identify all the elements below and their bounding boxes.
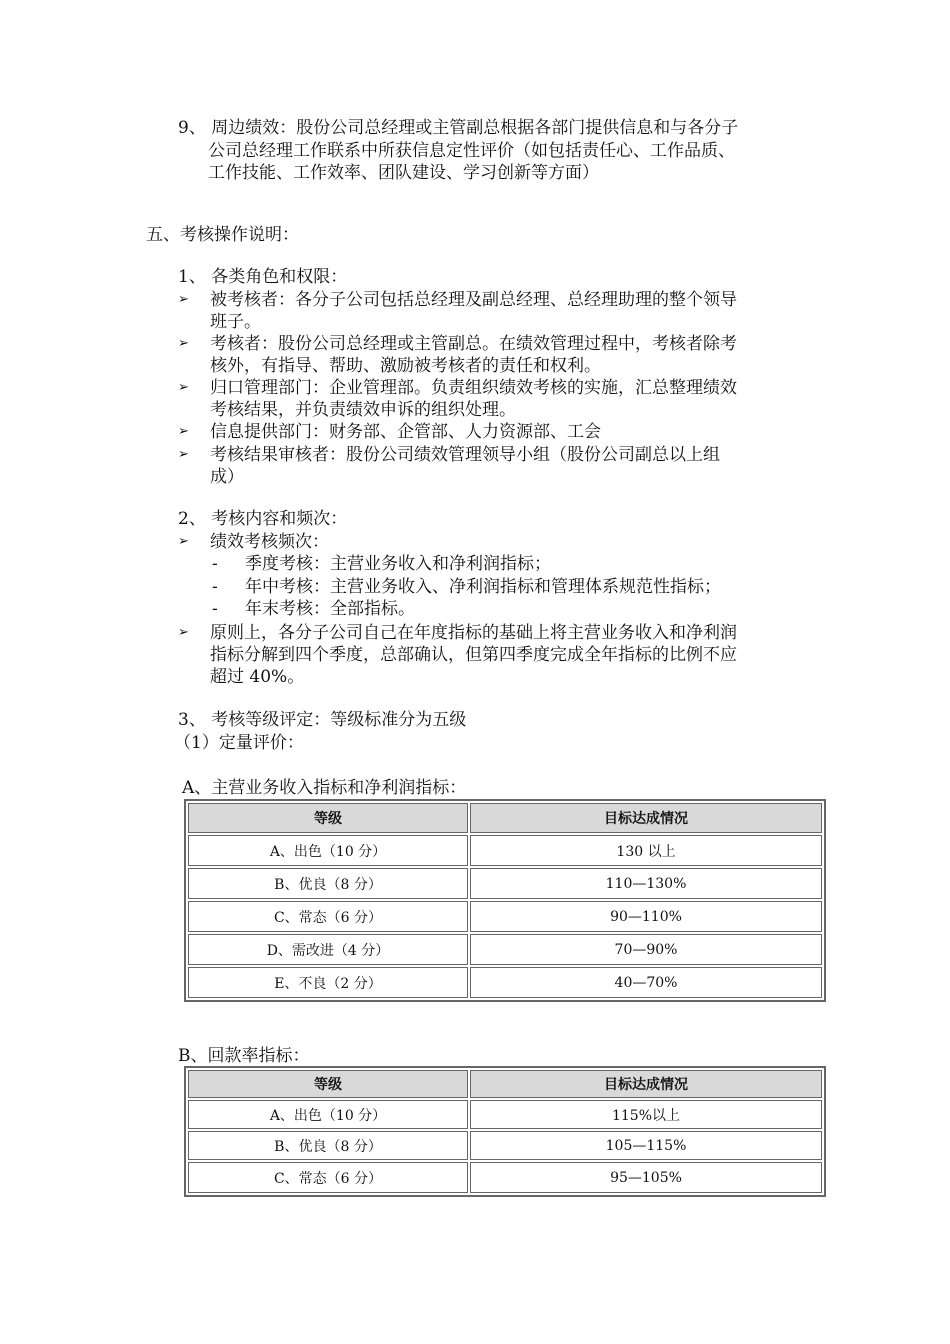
sub1-line-4: 核外，有指导、帮助、激励被考核者的责任和权利。	[210, 356, 601, 376]
sub1-line-5: 归口管理部门：企业管理部。负责组织绩效考核的实施，汇总整理绩效	[210, 378, 737, 398]
grade-cell: C、常态（6 分）	[188, 1162, 468, 1193]
grade-cell: A、出色（10 分）	[188, 1100, 468, 1129]
grade-cell: B、优良（8 分）	[188, 1131, 468, 1160]
sub1-title: 1、 各类角色和权限：	[178, 267, 348, 287]
table-header-row	[188, 803, 822, 833]
principle-line-2: 指标分解到四个季度，总部确认，但第四季度完成全年指标的比例不应	[210, 645, 737, 665]
sub2-title: 2、 考核内容和频次：	[178, 509, 348, 529]
item9-line-2: 公司总经理工作联系中所获信息定性评价（如包括责任心、工作品质、	[208, 141, 735, 161]
section5-title: 五、考核操作说明：	[146, 225, 299, 245]
sub1-line-3: 考核者：股份公司总经理或主管副总。在绩效管理过程中，考核者除考	[210, 334, 737, 354]
tableB-caption: B、回款率指标：	[178, 1046, 310, 1066]
arrow-bullet-icon: ➢	[178, 534, 189, 549]
target-cell: 90—110%	[470, 901, 822, 932]
target-cell: 110—130%	[470, 868, 822, 899]
arrow-bullet-icon: ➢	[178, 380, 189, 395]
quant-title: （1）定量评价：	[174, 733, 304, 753]
tableA-caption: A、主营业务收入指标和净利润指标：	[182, 778, 467, 798]
principle-line-3: 超过 40%。	[210, 667, 305, 687]
table-row	[188, 1162, 822, 1193]
table-row	[188, 868, 822, 899]
arrow-bullet-icon: ➢	[178, 625, 189, 640]
grade-cell: B、优良（8 分）	[188, 868, 468, 899]
tableA	[184, 799, 826, 1002]
tableB	[184, 1066, 826, 1197]
target-cell: 105—115%	[470, 1131, 822, 1160]
freq-item-3: 年末考核：全部指标。	[245, 599, 415, 619]
grade-cell: E、不良（2 分）	[188, 967, 468, 998]
table-row	[188, 934, 822, 965]
table-row	[188, 901, 822, 932]
dash-bullet: -	[212, 577, 218, 597]
header-grade: 等级	[188, 803, 468, 833]
sub1-line-8: 考核结果审核者：股份公司绩效管理领导小组（股份公司副总以上组	[210, 445, 720, 465]
grade-cell: C、常态（6 分）	[188, 901, 468, 932]
freq-item-1: 季度考核：主营业务收入和净利润指标；	[245, 554, 551, 574]
item9-line-1: 9、 周边绩效：股份公司总经理或主管副总根据各部门提供信息和与各分子	[178, 118, 739, 138]
header-grade: 等级	[188, 1070, 468, 1098]
grade-cell: D、需改进（4 分）	[188, 934, 468, 965]
header-target: 目标达成情况	[470, 803, 822, 833]
arrow-bullet-icon: ➢	[178, 336, 189, 351]
table-row	[188, 1100, 822, 1129]
sub1-line-1: 被考核者：各分子公司包括总经理及副总经理、总经理助理的整个领导	[210, 290, 737, 310]
arrow-bullet-icon: ➢	[178, 292, 189, 307]
sub1-line-6: 考核结果，并负责绩效申诉的组织处理。	[210, 400, 516, 420]
header-target: 目标达成情况	[470, 1070, 822, 1098]
dash-bullet: -	[212, 599, 218, 619]
target-cell: 115%以上	[470, 1100, 822, 1129]
freq-item-2: 年中考核：主营业务收入、净利润指标和管理体系规范性指标；	[245, 577, 721, 597]
principle-line-1: 原则上，各分子公司自己在年度指标的基础上将主营业务收入和净利润	[210, 623, 737, 643]
target-cell: 40—70%	[470, 967, 822, 998]
table-row	[188, 1131, 822, 1160]
item9-line-3: 工作技能、工作效率、团队建设、学习创新等方面）	[208, 163, 599, 183]
target-cell: 130 以上	[470, 835, 822, 866]
table-row	[188, 967, 822, 998]
arrow-bullet-icon: ➢	[178, 447, 189, 462]
table-header-row	[188, 1070, 822, 1098]
grade-cell: A、出色（10 分）	[188, 835, 468, 866]
target-cell: 70—90%	[470, 934, 822, 965]
sub1-line-2: 班子。	[210, 312, 261, 332]
sub1-line-7: 信息提供部门：财务部、企管部、人力资源部、工会	[210, 422, 601, 442]
dash-bullet: -	[212, 554, 218, 574]
target-cell: 95—105%	[470, 1162, 822, 1193]
sub3-title: 3、 考核等级评定：等级标准分为五级	[178, 710, 467, 730]
arrow-bullet-icon: ➢	[178, 424, 189, 439]
freq-title: 绩效考核频次：	[210, 532, 329, 552]
table-row	[188, 835, 822, 866]
sub1-line-9: 成）	[210, 467, 244, 487]
